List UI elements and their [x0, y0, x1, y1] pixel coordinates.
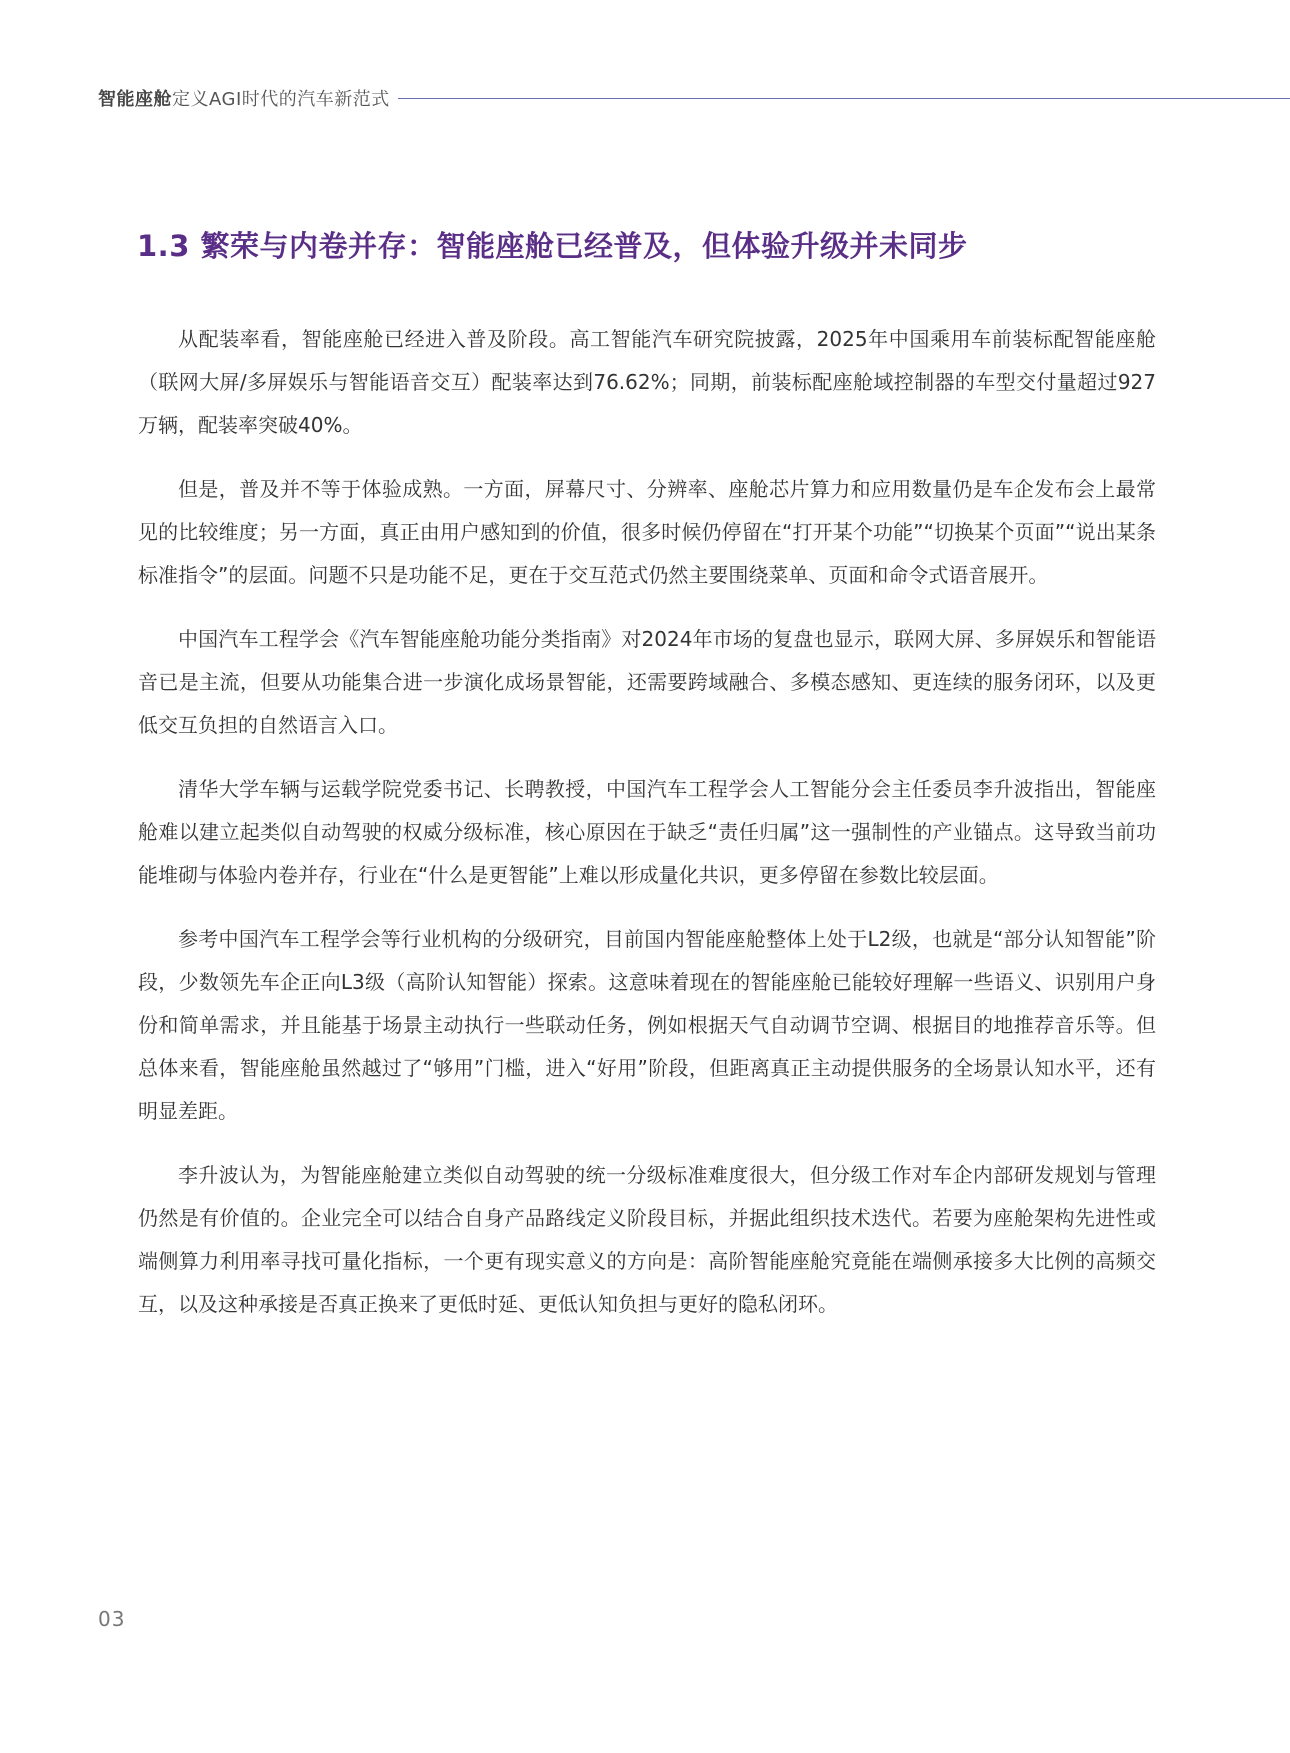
paragraph-adoption-rate: 从配装率看，智能座舱已经进入普及阶段。高工智能汽车研究院披露，2025年中国乘用车前装标配智能座舱（联网大屏/多屏娱乐与智能语音交互）配装率达到76.62%；同期，前装标配座舱域控制器的车型交付量超过927万辆，配装率突破40%。 — [138, 327, 1156, 437]
paragraph-grading-value: 李升波认为，为智能座舱建立类似自动驾驶的统一分级标准难度很大，但分级工作对车企内部研发规划与管理仍然是有价值的。企业完全可以结合自身产品路线定义阶段目标，并据此组织技术迭代。若要为座舱架构先进性或端侧算力利用率寻找可量化指标，一个更有现实意义的方向是：高阶智能座舱究竟能在端侧承接多大比例的高频交互，以及这种承接是否真正换来了更低时延、更低认知负担与更好的隐私闭环。 — [138, 1163, 1156, 1316]
header-title-bold: 智能座舱 — [98, 89, 172, 110]
header-title — [98, 85, 390, 111]
running-header — [98, 83, 1290, 113]
paragraph-level-research: 参考中国汽车工程学会等行业机构的分级研究，目前国内智能座舱整体上处于L2级，也就是“部分认知智能”阶段，少数领先车企正向L3级（高阶认知智能）探索。这意味着现在的智能座舱已能较好理解一些语义、识别用户身份和简单需求，并且能基于场景主动执行一些联动任务，例如根据天气自动调节空调、根据目的地推荐音乐等。但总体来看，智能座舱虽然越过了“够用”门槛，进入“好用”阶段，但距离真正主动提供服务的全场景认知水平，还有明显差距。 — [138, 927, 1156, 1123]
paragraph-experience-maturity: 但是，普及并不等于体验成熟。一方面，屏幕尺寸、分辨率、座舱芯片算力和应用数量仍是车企发布会上最常见的比较维度；另一方面，真正由用户感知到的价值，很多时候仍停留在“打开某个功能”“切换某个页面”“说出某条标准指令”的层面。问题不只是功能不足，更在于交互范式仍然主要围绕菜单、页面和命令式语音展开。 — [138, 477, 1156, 587]
body-text — [138, 318, 1156, 1347]
header-title-rest: 定义AGI时代的汽车新范式 — [172, 89, 390, 110]
paragraph-classification-guide: 中国汽车工程学会《汽车智能座舱功能分类指南》对2024年市场的复盘也显示，联网大屏、多屏娱乐和智能语音已是主流，但要从功能集合进一步演化成场景智能，还需要跨域融合、多模态感知、更连续的服务闭环，以及更低交互负担的自然语言入口。 — [138, 627, 1156, 737]
page-number: 03 — [98, 1607, 126, 1631]
section-title: 1.3 繁荣与内卷并存：智能座舱已经普及，但体验升级并未同步 — [137, 229, 968, 263]
header-divider — [398, 98, 1290, 99]
paragraph-expert-view: 清华大学车辆与运载学院党委书记、长聘教授，中国汽车工程学会人工智能分会主任委员李升波指出，智能座舱难以建立起类似自动驾驶的权威分级标准，核心原因在于缺乏“责任归属”这一强制性的产业锚点。这导致当前功能堆砌与体验内卷并存，行业在“什么是更智能”上难以形成量化共识，更多停留在参数比较层面。 — [138, 777, 1156, 887]
